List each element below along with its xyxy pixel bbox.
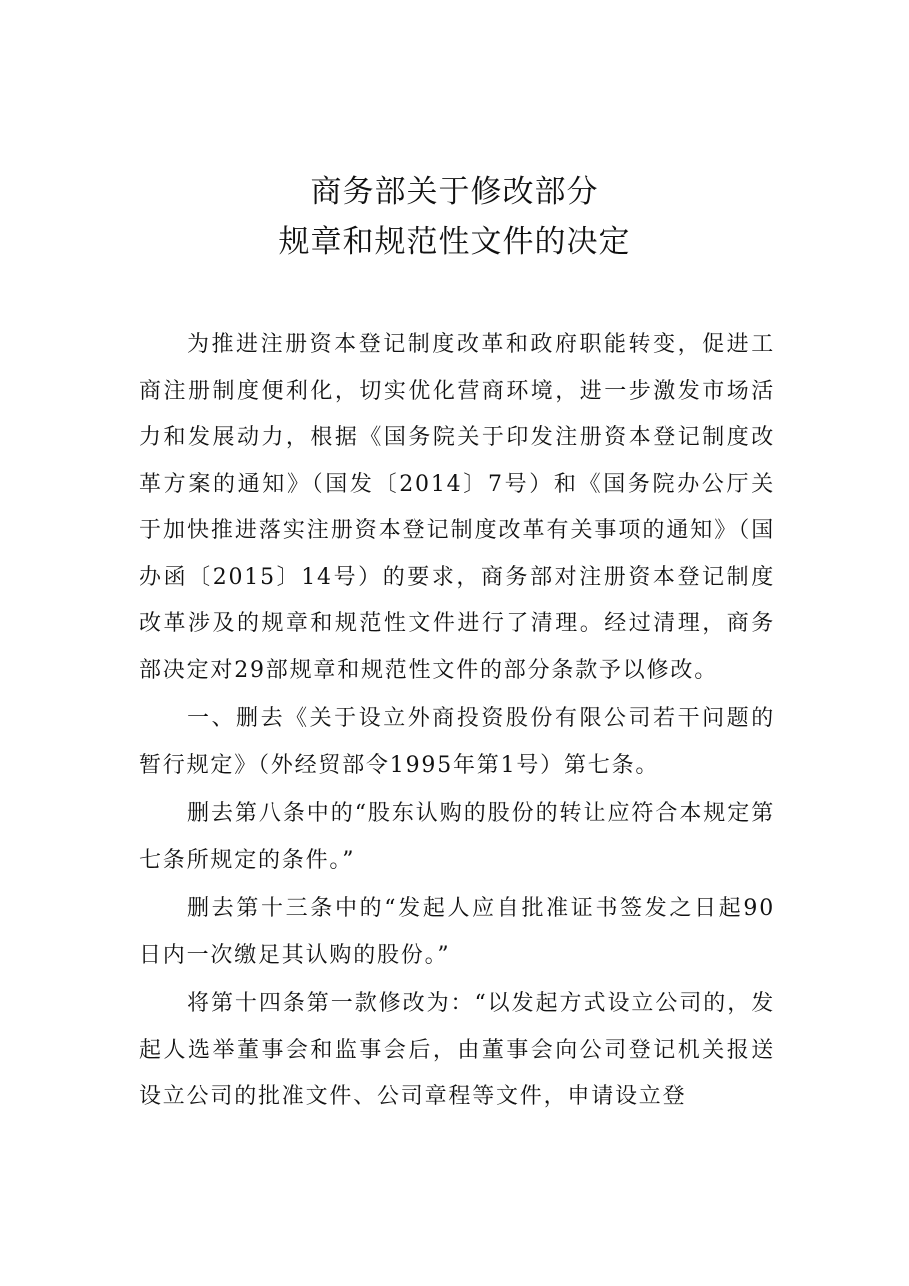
paragraph-delete-article-8: 删去第八条中的“股东认购的股份的转让应符合本规定第七条所规定的条件。”	[139, 801, 775, 873]
document-body	[139, 322, 775, 1123]
document-title-line-1: 商务部关于修改部分	[310, 174, 599, 210]
paragraph-delete-article-13: 删去第十三条中的“发起人应自批准证书签发之日起90日内一次缴足其认购的股份。”	[139, 896, 775, 968]
paragraph-amend-article-14: 将第十四条第一款修改为：“以发起方式设立公司的，发起人选举董事会和监事会后，由董事会向公司登记机关报送设立公司的批准文件、公司章程等文件，申请设立登	[139, 991, 775, 1109]
document-title-line-2: 规章和规范性文件的决定	[278, 224, 631, 260]
paragraph-item-1: 一、删去《关于设立外商投资股份有限公司若干问题的暂行规定》（外经贸部令1995年第1号）第七条。	[139, 706, 775, 778]
paragraph-preamble: 为推进注册资本登记制度改革和政府职能转变，促进工商注册制度便利化，切实优化营商环境，进一步激发市场活力和发展动力，根据《国务院关于印发注册资本登记制度改革方案的通知》（国发〔2014〕7号）和《国务院办公厅关于加快推进落实注册资本登记制度改革有关事项的通知》（国办函〔2015〕14号）的要求，商务部对注册资本登记制度改革涉及的规章和规范性文件进行了清理。经过清理，商务部决定对29部规章和规范性文件的部分条款予以修改。	[139, 332, 775, 683]
